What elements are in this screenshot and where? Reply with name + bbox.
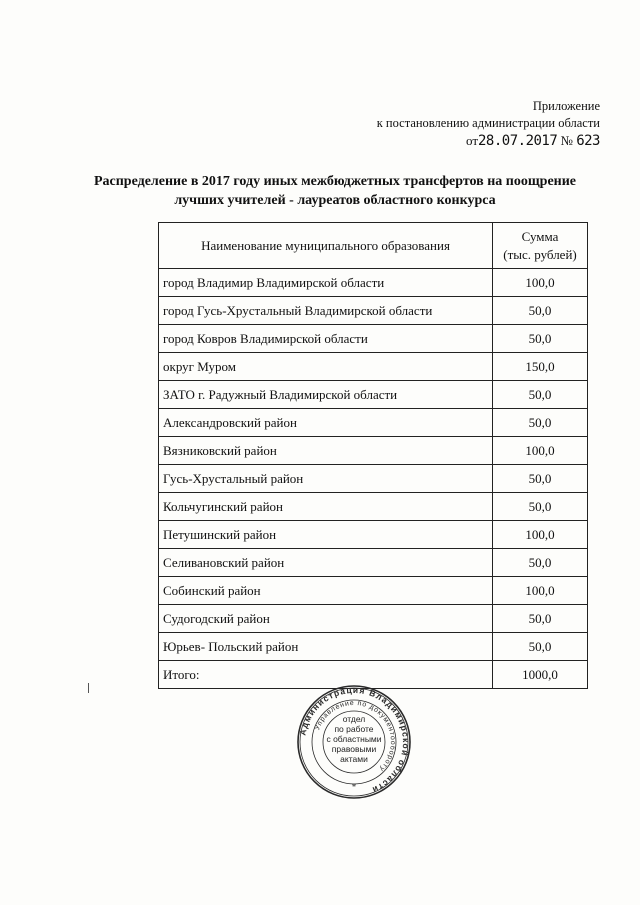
title-line-1: Распределение в 2017 году иных межбюджетных трансфертов на поощрение — [93, 174, 577, 189]
seal-inner-text: Управление по документообороту — [314, 699, 397, 773]
total-label: Итого: — [159, 661, 493, 689]
municipality-name: Гусь-Хрустальный район — [159, 465, 493, 493]
table-row — [159, 633, 588, 661]
allocation-table — [158, 222, 588, 689]
table-header-row — [159, 223, 588, 269]
table-row — [159, 549, 588, 577]
seal-outer-text: Администрация Владимирской области — [297, 684, 412, 796]
allocation-sum: 50,0 — [493, 465, 588, 493]
allocation-sum: 50,0 — [493, 605, 588, 633]
municipality-name: Юрьев- Польский район — [159, 633, 493, 661]
municipality-name: Судогодский район — [159, 605, 493, 633]
decree-reference: к постановлению администрации области — [376, 116, 600, 130]
header-sum-title: Сумма — [521, 228, 559, 244]
municipality-name: город Гусь-Хрустальный Владимирской области — [159, 297, 493, 325]
table-row — [159, 325, 588, 353]
municipality-name: Селивановский район — [159, 549, 493, 577]
official-seal — [296, 684, 412, 800]
allocation-sum: 50,0 — [493, 633, 588, 661]
municipality-name: Александровский район — [159, 409, 493, 437]
date-prefix: от — [465, 133, 478, 148]
header-sum-unit: (тыс. рублей) — [503, 246, 577, 262]
number-prefix: № — [560, 133, 573, 148]
total-sum: 1000,0 — [493, 661, 588, 689]
table-row — [159, 381, 588, 409]
table-row — [159, 521, 588, 549]
allocation-sum: 50,0 — [493, 549, 588, 577]
table-row — [159, 577, 588, 605]
header-municipality: Наименование муниципального образования — [159, 223, 493, 269]
decree-number: 623 — [576, 133, 600, 149]
allocation-sum: 50,0 — [493, 297, 588, 325]
appendix-block — [377, 98, 600, 150]
table-row — [159, 409, 588, 437]
allocation-sum: 100,0 — [493, 269, 588, 297]
header-sum — [493, 223, 588, 269]
scan-mark — [88, 683, 89, 693]
title-line-2: лучших учителей - лауреатов областного конкурса — [174, 193, 496, 208]
allocation-sum: 50,0 — [493, 409, 588, 437]
table-row — [159, 493, 588, 521]
document-title — [60, 172, 610, 210]
allocation-sum: 100,0 — [493, 437, 588, 465]
municipality-name: ЗАТО г. Радужный Владимирской области — [159, 381, 493, 409]
municipality-name: округ Муром — [159, 353, 493, 381]
municipality-name: Собинский район — [159, 577, 493, 605]
allocation-sum: 50,0 — [493, 381, 588, 409]
table-row — [159, 437, 588, 465]
seal-star: * — [351, 782, 357, 792]
municipality-name: Петушинский район — [159, 521, 493, 549]
allocation-sum: 100,0 — [493, 577, 588, 605]
appendix-label: Приложение — [532, 99, 600, 113]
table-row — [159, 297, 588, 325]
allocation-sum: 100,0 — [493, 521, 588, 549]
allocation-sum: 50,0 — [493, 493, 588, 521]
seal-center-line: актами — [340, 754, 368, 764]
municipality-name: город Владимир Владимирской области — [159, 269, 493, 297]
table-row — [159, 269, 588, 297]
seal-center-line: с областными — [326, 734, 382, 744]
allocation-sum: 150,0 — [493, 353, 588, 381]
municipality-name: Кольчугинский район — [159, 493, 493, 521]
seal-center-line: правовыми — [331, 744, 377, 754]
decree-date-number — [377, 132, 600, 150]
allocation-sum: 50,0 — [493, 325, 588, 353]
table-row — [159, 353, 588, 381]
seal-center-line: по работе — [334, 724, 374, 734]
table-row — [159, 605, 588, 633]
decree-date: 28.07.2017 — [478, 133, 558, 149]
table-row — [159, 465, 588, 493]
seal-center-line: отдел — [342, 714, 366, 724]
municipality-name: город Ковров Владимирской области — [159, 325, 493, 353]
municipality-name: Вязниковский район — [159, 437, 493, 465]
seal-center-text — [322, 714, 386, 764]
